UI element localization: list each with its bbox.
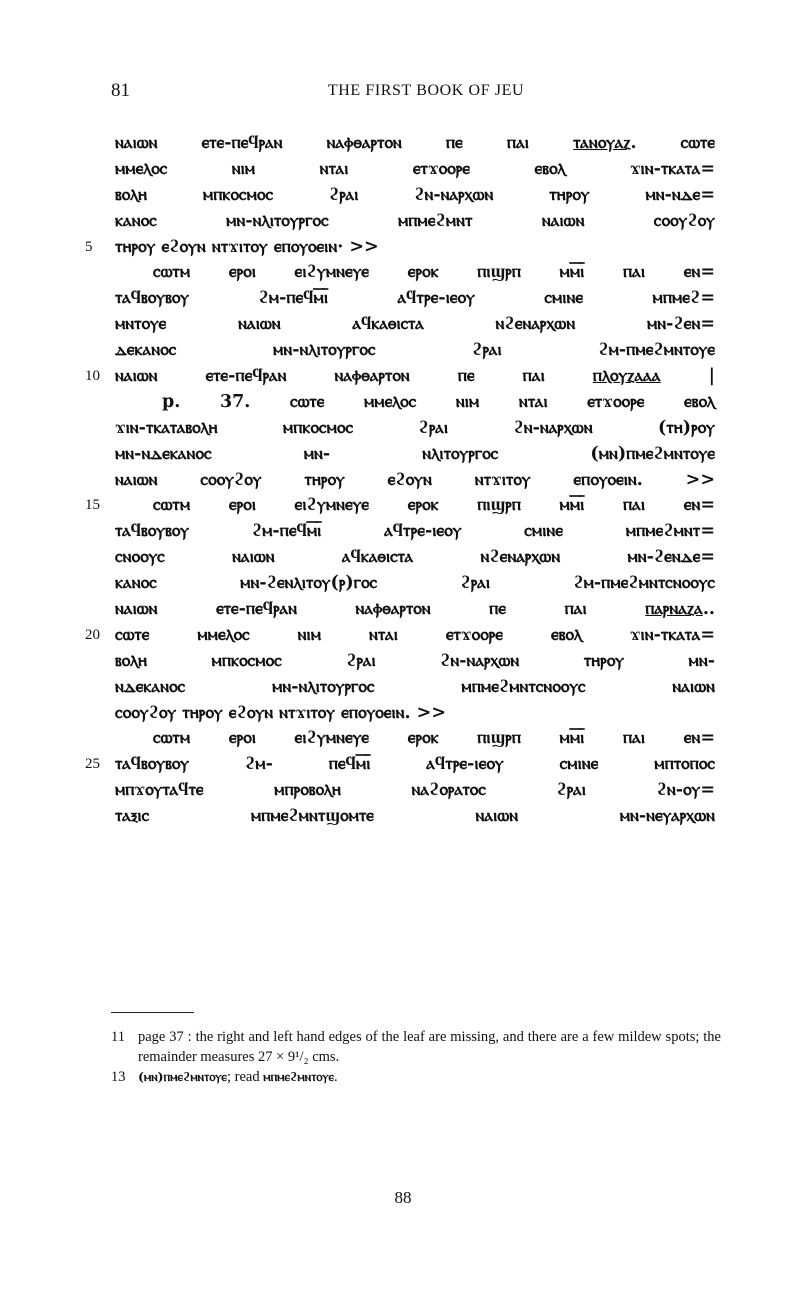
line-text-segment: ⲛⲁⲓⲱⲛ ⲉⲧⲉ-ⲡⲉϥⲣⲁⲛ ⲛⲁⲫⲑⲁⲣⲧⲟⲛ ⲡⲉ ⲡⲁⲓ [115, 366, 593, 387]
line-text-segment: ⲥⲱⲧⲙ ⲉⲣⲟⲓ ⲉⲓϩⲩⲙⲛⲉⲩⲉ ⲉⲣⲟⲕ ⲡⲓϣⲣⲡ ⲙⲙ̅ⲓ̅ ⲡⲁⲓ ⲉⲛ= [153, 262, 715, 283]
footnote-coptic-correction: ⲙⲡⲙⲉϩⲙⲛⲧⲟⲩⲉ [263, 1069, 335, 1084]
text-line [0, 157, 806, 183]
line-text [115, 778, 715, 804]
line-text-segment: ⲙⲛⲧⲟⲩⲉ ⲛⲁⲓⲱⲛ ⲁϥⲕⲁⲑⲓⲥⲧⲁ ⲛϩⲉⲛⲁⲣⲭⲱⲛ ⲙⲛ-ϩⲉⲛ= [115, 314, 715, 335]
line-text [115, 416, 715, 442]
line-text [115, 235, 715, 261]
line-text-segment: ⲛⲁⲓⲱⲛ ⲥⲟⲟⲩϩⲟⲩ ⲧⲏⲣⲟⲩ ⲉϩⲟⲩⲛ ⲛⲧϫⲓⲧⲟⲩ ⲉⲡⲟⲩⲟⲉⲓⲛ. >> [115, 469, 715, 490]
footnote-number: 13 [111, 1069, 126, 1085]
line-text [115, 468, 715, 494]
line-text [115, 675, 715, 701]
line-text-segment: ⲥⲛⲟⲟⲩⲥ ⲛⲁⲓⲱⲛ ⲁϥⲕⲁⲑⲓⲥⲧⲁ ⲛϩⲉⲛⲁⲣⲭⲱⲛ ⲙⲛ-ϩⲉⲛⲇⲉ= [115, 547, 715, 568]
text-line [0, 545, 806, 571]
text-line [0, 260, 806, 286]
line-text [115, 209, 715, 235]
line-text-segment: | [660, 366, 715, 387]
line-number: 20 [85, 626, 100, 643]
line-text [115, 157, 715, 183]
line-text-segment: ⲛⲁⲓⲱⲛ ⲉⲧⲉ-ⲡⲉϥⲣⲁⲛ ⲛⲁⲫⲑⲁⲣⲧⲟⲛ ⲡⲉ ⲡⲁⲓ [115, 599, 646, 620]
footnote-divider [111, 1012, 194, 1013]
line-text [115, 649, 715, 675]
line-text [153, 260, 715, 286]
line-text [115, 752, 715, 778]
text-line [0, 235, 806, 261]
text-line [0, 364, 806, 390]
line-number: 15 [85, 497, 100, 514]
text-line [0, 675, 806, 701]
text-line [0, 338, 806, 364]
underlined-name: ⲡⲗⲟⲩⲍⲁⲁⲁ [592, 366, 661, 387]
line-text-segment: ⲛⲇⲉⲕⲁⲛⲟⲥ ⲙⲛ-ⲛⲗⲓⲧⲟⲩⲣⲅⲟⲥ ⲙⲡⲙⲉϩⲙⲛⲧⲥⲛⲟⲟⲩⲥ ⲛⲁⲓⲱⲛ [115, 676, 715, 697]
text-line [0, 519, 806, 545]
line-text [115, 571, 715, 597]
text-line [0, 442, 806, 468]
text-line [0, 286, 806, 312]
line-text-segment: ⲛⲁⲓⲱⲛ ⲉⲧⲉ-ⲡⲉϥⲣⲁⲛ ⲛⲁⲫⲑⲁⲣⲧⲟⲛ ⲡⲉ ⲡⲁⲓ [115, 133, 574, 153]
line-text [115, 286, 715, 312]
text-line [0, 312, 806, 338]
line-text-segment: ⲙⲛ-ⲛⲇⲉⲕⲁⲛⲟⲥ ⲙⲛ- ⲛⲗⲓⲧⲟⲩⲣⲅⲟⲥ (ⲙⲛ)ⲡⲙⲉϩⲙⲛⲧⲟⲩⲉ [115, 443, 715, 464]
underlined-name: ⲡⲁⲣⲛⲁⲍⲁ [645, 599, 703, 620]
line-text-segment: ⲧⲏⲣⲟⲩ ⲉϩⲟⲩⲛ ⲛⲧϫⲓⲧⲟⲩ ⲉⲡⲟⲩⲟⲉⲓⲛ· >> [115, 236, 379, 257]
text-line [0, 468, 806, 494]
line-text-segment: ⲥⲟⲟⲩϩⲟⲩ ⲧⲏⲣⲟⲩ ⲉϩⲟⲩⲛ ⲛⲧϫⲓⲧⲟⲩ ⲉⲡⲟⲩⲟⲉⲓⲛ. >> [115, 702, 447, 723]
line-text-segment: p. 37. ⲥⲱⲧⲉ ⲙⲙⲉⲗⲟⲥ ⲛⲓⲙ ⲛⲧⲁⲓ ⲉⲧϫⲟⲟⲣⲉ ⲉⲃⲟⲗ [162, 391, 715, 412]
text-line [0, 752, 806, 778]
text-line [0, 649, 806, 675]
line-text [115, 623, 715, 649]
line-number: 25 [85, 756, 100, 773]
book-title: THE FIRST BOOK OF JEU [327, 82, 525, 99]
text-line [0, 390, 806, 416]
line-text-segment: ⲇⲉⲕⲁⲛⲟⲥ ⲙⲛ-ⲛⲗⲓⲧⲟⲩⲣⲅⲟⲥ ϩⲣⲁⲓ ϩⲙ-ⲡⲙⲉϩⲙⲛⲧⲟⲩⲉ [115, 340, 715, 361]
line-text-segment: ⲙⲡϫⲟⲩⲧⲁϥⲧⲉ ⲙⲡⲣⲟⲃⲟⲗⲏ ⲛⲁϩⲟⲣⲁⲧⲟⲥ ϩⲣⲁⲓ ϩⲛ-ⲟⲩ= [115, 780, 715, 801]
line-text-segment: ⲧⲁϥⲃⲟⲩⲃⲟⲩ ϩⲙ- ⲡⲉϥⲙ̅ⲓ̅ ⲁϥⲧⲣⲉ-ⲓⲉⲟⲩ ⲥⲙⲓⲛⲉ ⲙⲡⲧⲟⲡⲟⲥ [115, 754, 715, 775]
text-line [0, 416, 806, 442]
folio-number: 81 [111, 80, 130, 101]
text-line [0, 571, 806, 597]
footnote-coptic-original: (ⲙⲛ)ⲡⲙⲉϩⲙⲛⲧⲟⲩⲉ [138, 1069, 227, 1084]
line-text-segment: ⲧⲁⲝⲓⲥ ⲙⲡⲙⲉϩⲙⲛⲧϣⲟⲙⲧⲉ ⲛⲁⲓⲱⲛ ⲙⲛ-ⲛⲉⲩⲁⲣⲭⲱⲛ [115, 806, 715, 827]
line-text [115, 338, 715, 364]
line-text-segment: ⲙⲙⲉⲗⲟⲥ ⲛⲓⲙ ⲛⲧⲁⲓ ⲉⲧϫⲟⲟⲣⲉ ⲉⲃⲟⲗ ϫⲓⲛ-ⲧⲕⲁⲧⲁ= [115, 158, 715, 179]
text-line [0, 597, 806, 623]
line-text [115, 131, 715, 157]
line-text-segment: ⲕⲁⲛⲟⲥ ⲙⲛ-ϩⲉⲛⲗⲓⲧⲟⲩ(ⲣ)ⲅⲟⲥ ϩⲣⲁⲓ ϩⲙ-ⲡⲙⲉϩⲙⲛⲧⲥⲛⲟⲟⲩⲥ [115, 573, 715, 594]
text-line [0, 701, 806, 727]
line-text [162, 390, 715, 416]
line-text [115, 519, 715, 545]
coptic-text-body [0, 131, 806, 830]
line-text [115, 364, 715, 390]
line-text [115, 183, 715, 209]
text-line [0, 804, 806, 830]
footnote-text: page 37 : the right and left hand edges of the leaf are missing, and there are a few mildew spots; the remainder measures 27 × 9¹/₂ cms. [138, 1029, 721, 1065]
line-text-segment: ⲕⲁⲛⲟⲥ ⲙⲛ-ⲛⲗⲓⲧⲟⲩⲣⲅⲟⲥ ⲙⲡⲙⲉϩⲙⲛⲧ ⲛⲁⲓⲱⲛ ⲥⲟⲟⲩϩⲟⲩ [115, 210, 715, 231]
text-line [0, 726, 806, 752]
line-text-segment: ⲃⲟⲗⲏ ⲙⲡⲕⲟⲥⲙⲟⲥ ϩⲣⲁⲓ ϩⲛ-ⲛⲁⲣⲭⲱⲛ ⲧⲏⲣⲟⲩ ⲙⲛ- [115, 650, 715, 671]
line-text [115, 545, 715, 571]
footnote-number: 11 [111, 1029, 125, 1045]
line-text [115, 312, 715, 338]
line-number: 5 [85, 238, 93, 255]
text-line [0, 131, 806, 157]
text-line [0, 209, 806, 235]
line-text-segment: ⲥⲱⲧⲉ ⲙⲙⲉⲗⲟⲥ ⲛⲓⲙ ⲛⲧⲁⲓ ⲉⲧϫⲟⲟⲣⲉ ⲉⲃⲟⲗ ϫⲓⲛ-ⲧⲕⲁⲧⲁ= [115, 624, 715, 645]
line-text-segment: ⲧⲁϥⲃⲟⲩⲃⲟⲩ ϩⲙ-ⲡⲉϥⲙ̅ⲓ̅ ⲁϥⲧⲣⲉ-ⲓⲉⲟⲩ ⲥⲙⲓⲛⲉ ⲙⲡⲙⲉϩ= [115, 288, 715, 309]
text-line [0, 183, 806, 209]
footnote-11 [111, 1027, 721, 1067]
line-text-segment: .. [702, 599, 715, 620]
text-line [0, 623, 806, 649]
text-line [0, 778, 806, 804]
line-text-segment: ⲥⲱⲧⲙ ⲉⲣⲟⲓ ⲉⲓϩⲩⲙⲛⲉⲩⲉ ⲉⲣⲟⲕ ⲡⲓϣⲣⲡ ⲙⲙ̅ⲓ̅ ⲡⲁⲓ ⲉⲛ= [153, 495, 715, 516]
footnote-end: . [334, 1069, 338, 1085]
footnote-text: ; read [226, 1069, 264, 1085]
line-text [153, 726, 715, 752]
line-text [115, 804, 715, 830]
line-text [115, 442, 715, 468]
line-text [115, 701, 715, 727]
line-number: 10 [85, 368, 100, 385]
footnote-13 [111, 1067, 721, 1087]
footnotes [111, 1027, 721, 1087]
line-text-segment: . ⲥⲱⲧⲉ [630, 133, 715, 153]
page-number: 88 [394, 1188, 412, 1207]
underlined-name: ⲧⲁⲛⲟⲩⲁⲍ [573, 133, 631, 153]
line-text-segment: ⲃⲟⲗⲏ ⲙⲡⲕⲟⲥⲙⲟⲥ ϩⲣⲁⲓ ϩⲛ-ⲛⲁⲣⲭⲱⲛ ⲧⲏⲣⲟⲩ ⲙⲛ-ⲛⲇⲉ= [115, 184, 715, 205]
line-text-segment: ⲧⲁϥⲃⲟⲩⲃⲟⲩ ϩⲙ-ⲡⲉϥⲙ̅ⲓ̅ ⲁϥⲧⲣⲉ-ⲓⲉⲟⲩ ⲥⲙⲓⲛⲉ ⲙⲡⲙⲉϩⲙⲛⲧ= [115, 521, 715, 542]
line-text-segment: ⲥⲱⲧⲙ ⲉⲣⲟⲓ ⲉⲓϩⲩⲙⲛⲉⲩⲉ ⲉⲣⲟⲕ ⲡⲓϣⲣⲡ ⲙⲙ̅ⲓ̅ ⲡⲁⲓ ⲉⲛ= [153, 728, 715, 749]
running-head [111, 80, 721, 106]
text-line [0, 493, 806, 519]
line-text [115, 597, 715, 623]
line-text [153, 493, 715, 519]
line-text-segment: ϫⲓⲛ-ⲧⲕⲁⲧⲁⲃⲟⲗⲏ ⲙⲡⲕⲟⲥⲙⲟⲥ ϩⲣⲁⲓ ϩⲛ-ⲛⲁⲣⲭⲱⲛ (ⲧⲏ)ⲣⲟⲩ [115, 417, 715, 438]
